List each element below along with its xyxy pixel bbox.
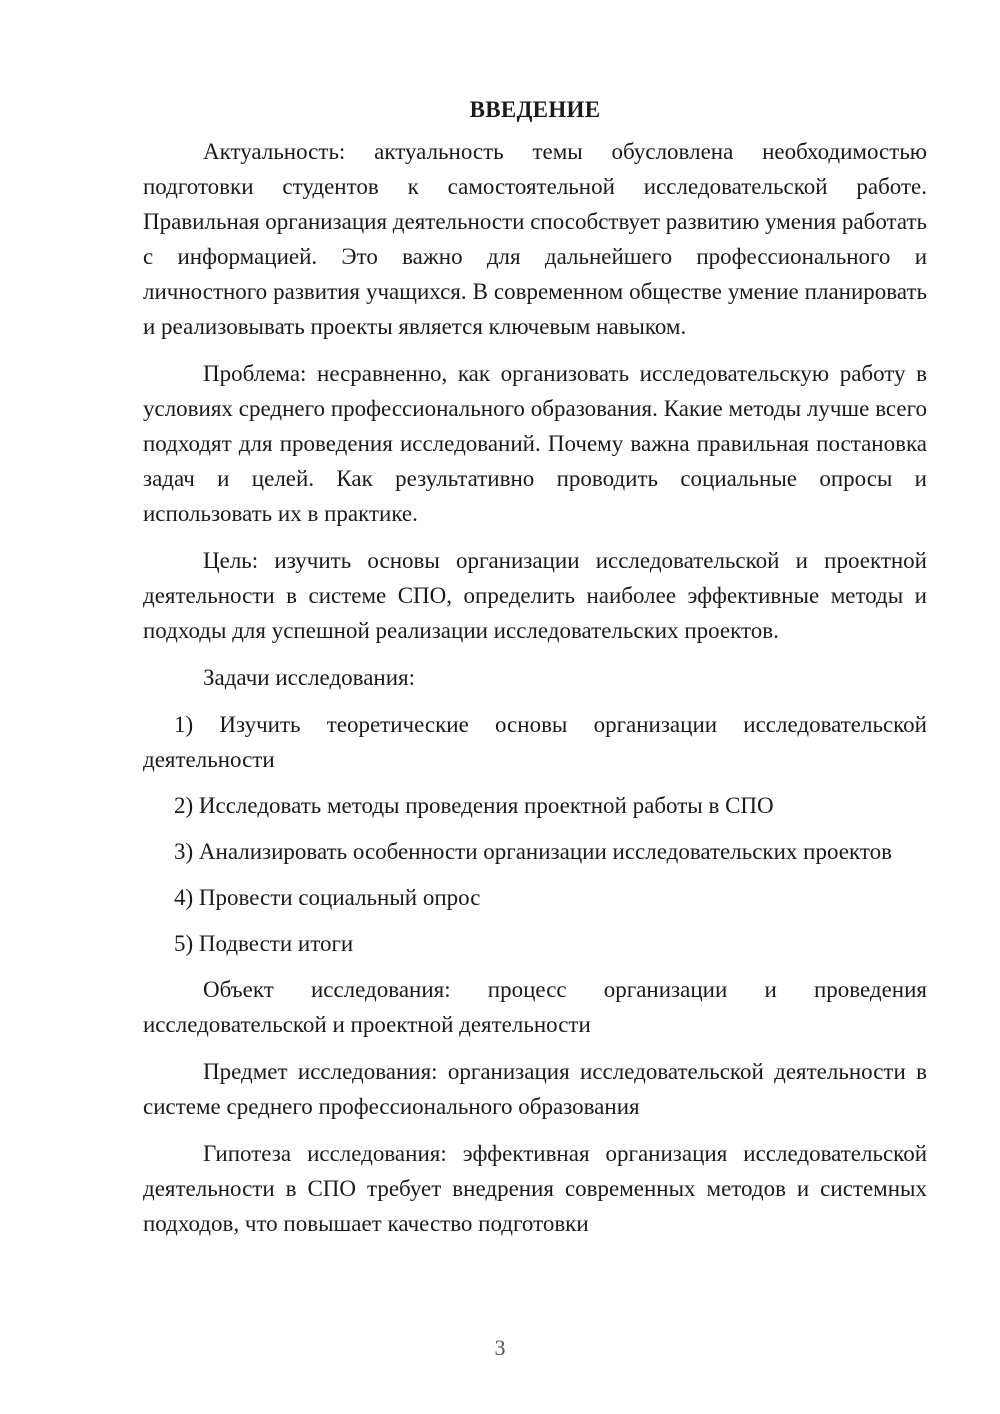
tasks-heading: Задачи исследования: (203, 665, 416, 690)
task-item: 4) Провести социальный опрос (174, 885, 481, 910)
problem-paragraph: Проблема: несравненно, как организовать исследовательскую работу в условиях среднего профессионального образования. Какие методы лучше всего подходят для проведения исследований. Почему важна правильная постановка задач и целей. Как результативно проводить социальные опросы и использовать их в практике. (143, 361, 927, 526)
task-item: 2) Исследовать методы проведения проектной работы в СПО (174, 793, 774, 818)
page-content (143, 92, 927, 1253)
object-paragraph: Объект исследования: процесс организации и проведения исследовательской и проектной деятельности (143, 977, 927, 1037)
goal-paragraph: Цель: изучить основы организации исследовательской и проектной деятельности в системе СПО, определить наиболее эффективные методы и подходы для успешной реализации исследовательских проектов. (143, 548, 927, 643)
task-item: 5) Подвести итоги (174, 931, 354, 956)
hypothesis-paragraph: Гипотеза исследования: эффективная организация исследовательской деятельности в СПО требует внедрения современных методов и системных подходов, что повышает качество подготовки (143, 1141, 927, 1236)
task-item: 3) Анализировать особенности организации исследовательских проектов (174, 839, 892, 864)
section-title: ВВЕДЕНИЕ (469, 97, 601, 122)
relevance-paragraph: Актуальность: актуальность темы обусловлена необходимостью подготовки студентов к самостоятельной исследовательской работе. Правильная организация деятельности способствует развитию умения работать с информацией. Это важно для дальнейшего профессионального и личностного развития учащихся. В современном обществе умение планировать и реализовывать проекты является ключевым навыком. (143, 139, 928, 339)
page-number: 3 (494, 1335, 506, 1360)
task-item: 1) Изучить теоретические основы организации исследовательской деятельности (143, 712, 927, 772)
subject-paragraph: Предмет исследования: организация исследовательской деятельности в системе среднего профессионального образования (143, 1059, 927, 1119)
